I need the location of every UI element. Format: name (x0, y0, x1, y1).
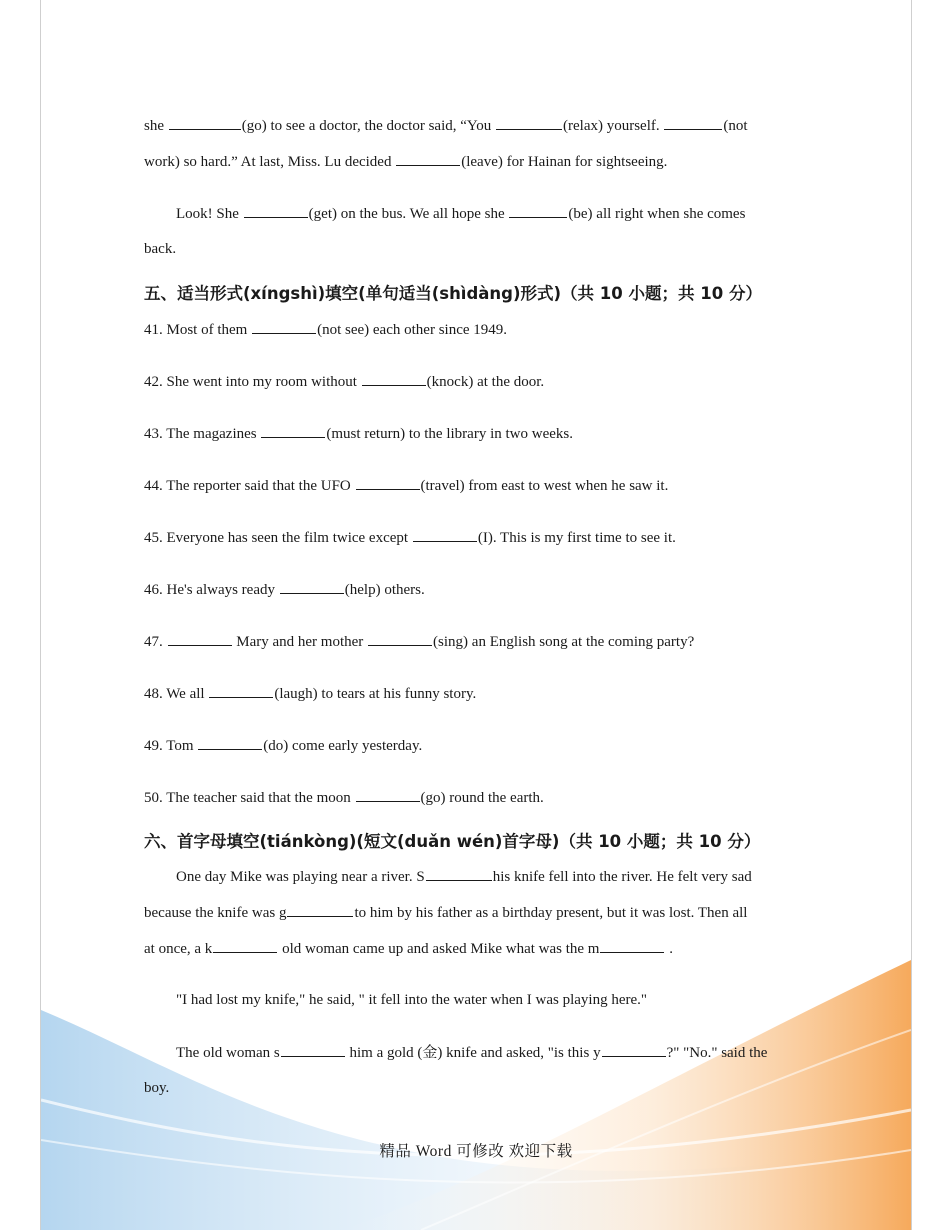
answer-blank[interactable] (356, 787, 420, 802)
question-44 (144, 475, 668, 496)
text: 41. Most of them (144, 322, 252, 338)
text: 49. Tom (144, 738, 198, 754)
answer-blank[interactable] (281, 1042, 345, 1057)
question-41 (144, 319, 507, 340)
text: (laugh) to tears at his funny story. (274, 686, 477, 702)
answer-blank[interactable] (209, 683, 273, 698)
question-47 (144, 631, 694, 652)
text: 48. We all (144, 686, 209, 702)
cloze-line-3 (144, 938, 673, 959)
answer-blank[interactable] (602, 1042, 666, 1057)
question-49 (144, 735, 422, 756)
answer-blank[interactable] (261, 423, 325, 438)
cloze-line-4: "I had lost my knife," he said, " it fell into the water when I was playing here." (176, 992, 648, 1008)
answer-blank[interactable] (252, 319, 316, 334)
text: to him by his father as a birthday present, but it was lost. Then all (354, 905, 748, 921)
cloze-line-6: boy. (144, 1080, 170, 1096)
text: (get) on the bus. We all hope she (308, 206, 509, 222)
answer-blank[interactable] (426, 866, 492, 881)
answer-blank[interactable] (280, 579, 344, 594)
text: (travel) from east to west when he saw it. (420, 478, 669, 494)
answer-blank[interactable] (368, 631, 432, 646)
text: (must return) to the library in two weeks. (326, 426, 573, 442)
question-48 (144, 683, 476, 704)
text: (go) round the earth. (420, 790, 544, 806)
text: (be) all right when she comes (568, 206, 746, 222)
text: old woman came up and asked Mike what was the m (278, 941, 600, 957)
question-42 (144, 371, 544, 392)
section-5-heading: 五、适当形式(xíngshì)填空(单句适当(shìdàng)形式)（共 10 小题；共 10 分） (144, 284, 762, 303)
text: (knock) at the door. (426, 374, 545, 390)
text: (go) to see a doctor, the doctor said, “You (241, 118, 495, 134)
answer-blank[interactable] (509, 203, 567, 218)
answer-blank[interactable] (198, 735, 262, 750)
text: (help) others. (344, 582, 425, 598)
answer-blank[interactable] (496, 115, 562, 130)
text: him a gold (金) knife and asked, "is this y (345, 1045, 601, 1061)
text: (sing) an English song at the coming party? (433, 634, 695, 650)
text: his knife fell into the river. He felt very sad (492, 869, 752, 885)
text: 42. She went into my room without (144, 374, 361, 390)
document-page (40, 0, 912, 1230)
text: (relax) yourself. (563, 118, 664, 134)
answer-blank[interactable] (664, 115, 722, 130)
text: The old woman s (176, 1045, 280, 1061)
cloze-line-5 (176, 1042, 767, 1063)
cloze-line-1 (176, 866, 752, 887)
text: (leave) for Hainan for sightseeing. (461, 154, 668, 170)
answer-blank[interactable] (396, 151, 460, 166)
section-6-heading: 六、首字母填空(tiánkòng)(短文(duǎn wén)首字母)（共 10 小题；共 10 分） (144, 832, 761, 851)
text: Look! She (176, 206, 243, 222)
question-46 (144, 579, 425, 600)
answer-blank[interactable] (213, 938, 277, 953)
question-43 (144, 423, 573, 444)
passage-line-2 (144, 151, 667, 172)
text: 46. He's always ready (144, 582, 279, 598)
passage-line-3 (176, 203, 745, 224)
question-50 (144, 787, 544, 808)
text: (not see) each other since 1949. (317, 322, 508, 338)
passage-line-1 (144, 115, 748, 136)
cloze-line-2 (144, 902, 747, 923)
text: 50. The teacher said that the moon (144, 790, 355, 806)
text: Mary and her mother (232, 634, 368, 650)
page-footer: 精品 Word 可修改 欢迎下载 (379, 1143, 573, 1160)
text: . (665, 941, 673, 957)
text: 45. Everyone has seen the film twice except (144, 530, 412, 546)
text: 44. The reporter said that the UFO (144, 478, 355, 494)
answer-blank[interactable] (287, 902, 353, 917)
text: One day Mike was playing near a river. S (176, 869, 425, 885)
text: because the knife was g (144, 905, 287, 921)
text: (not (723, 118, 748, 134)
text: 47. (144, 634, 167, 650)
text: she (144, 118, 168, 134)
answer-blank[interactable] (600, 938, 664, 953)
question-45 (144, 527, 676, 548)
text: ?" "No." said the (666, 1045, 768, 1061)
text: (I). This is my first time to see it. (477, 530, 676, 546)
answer-blank[interactable] (413, 527, 477, 542)
text: at once, a k (144, 941, 213, 957)
answer-blank[interactable] (362, 371, 426, 386)
answer-blank[interactable] (244, 203, 308, 218)
text: 43. The magazines (144, 426, 261, 442)
answer-blank[interactable] (168, 631, 232, 646)
passage-line-4: back. (144, 241, 177, 257)
text: work) so hard.” At last, Miss. Lu decided (144, 154, 396, 170)
answer-blank[interactable] (356, 475, 420, 490)
answer-blank[interactable] (169, 115, 241, 130)
text: (do) come early yesterday. (263, 738, 423, 754)
